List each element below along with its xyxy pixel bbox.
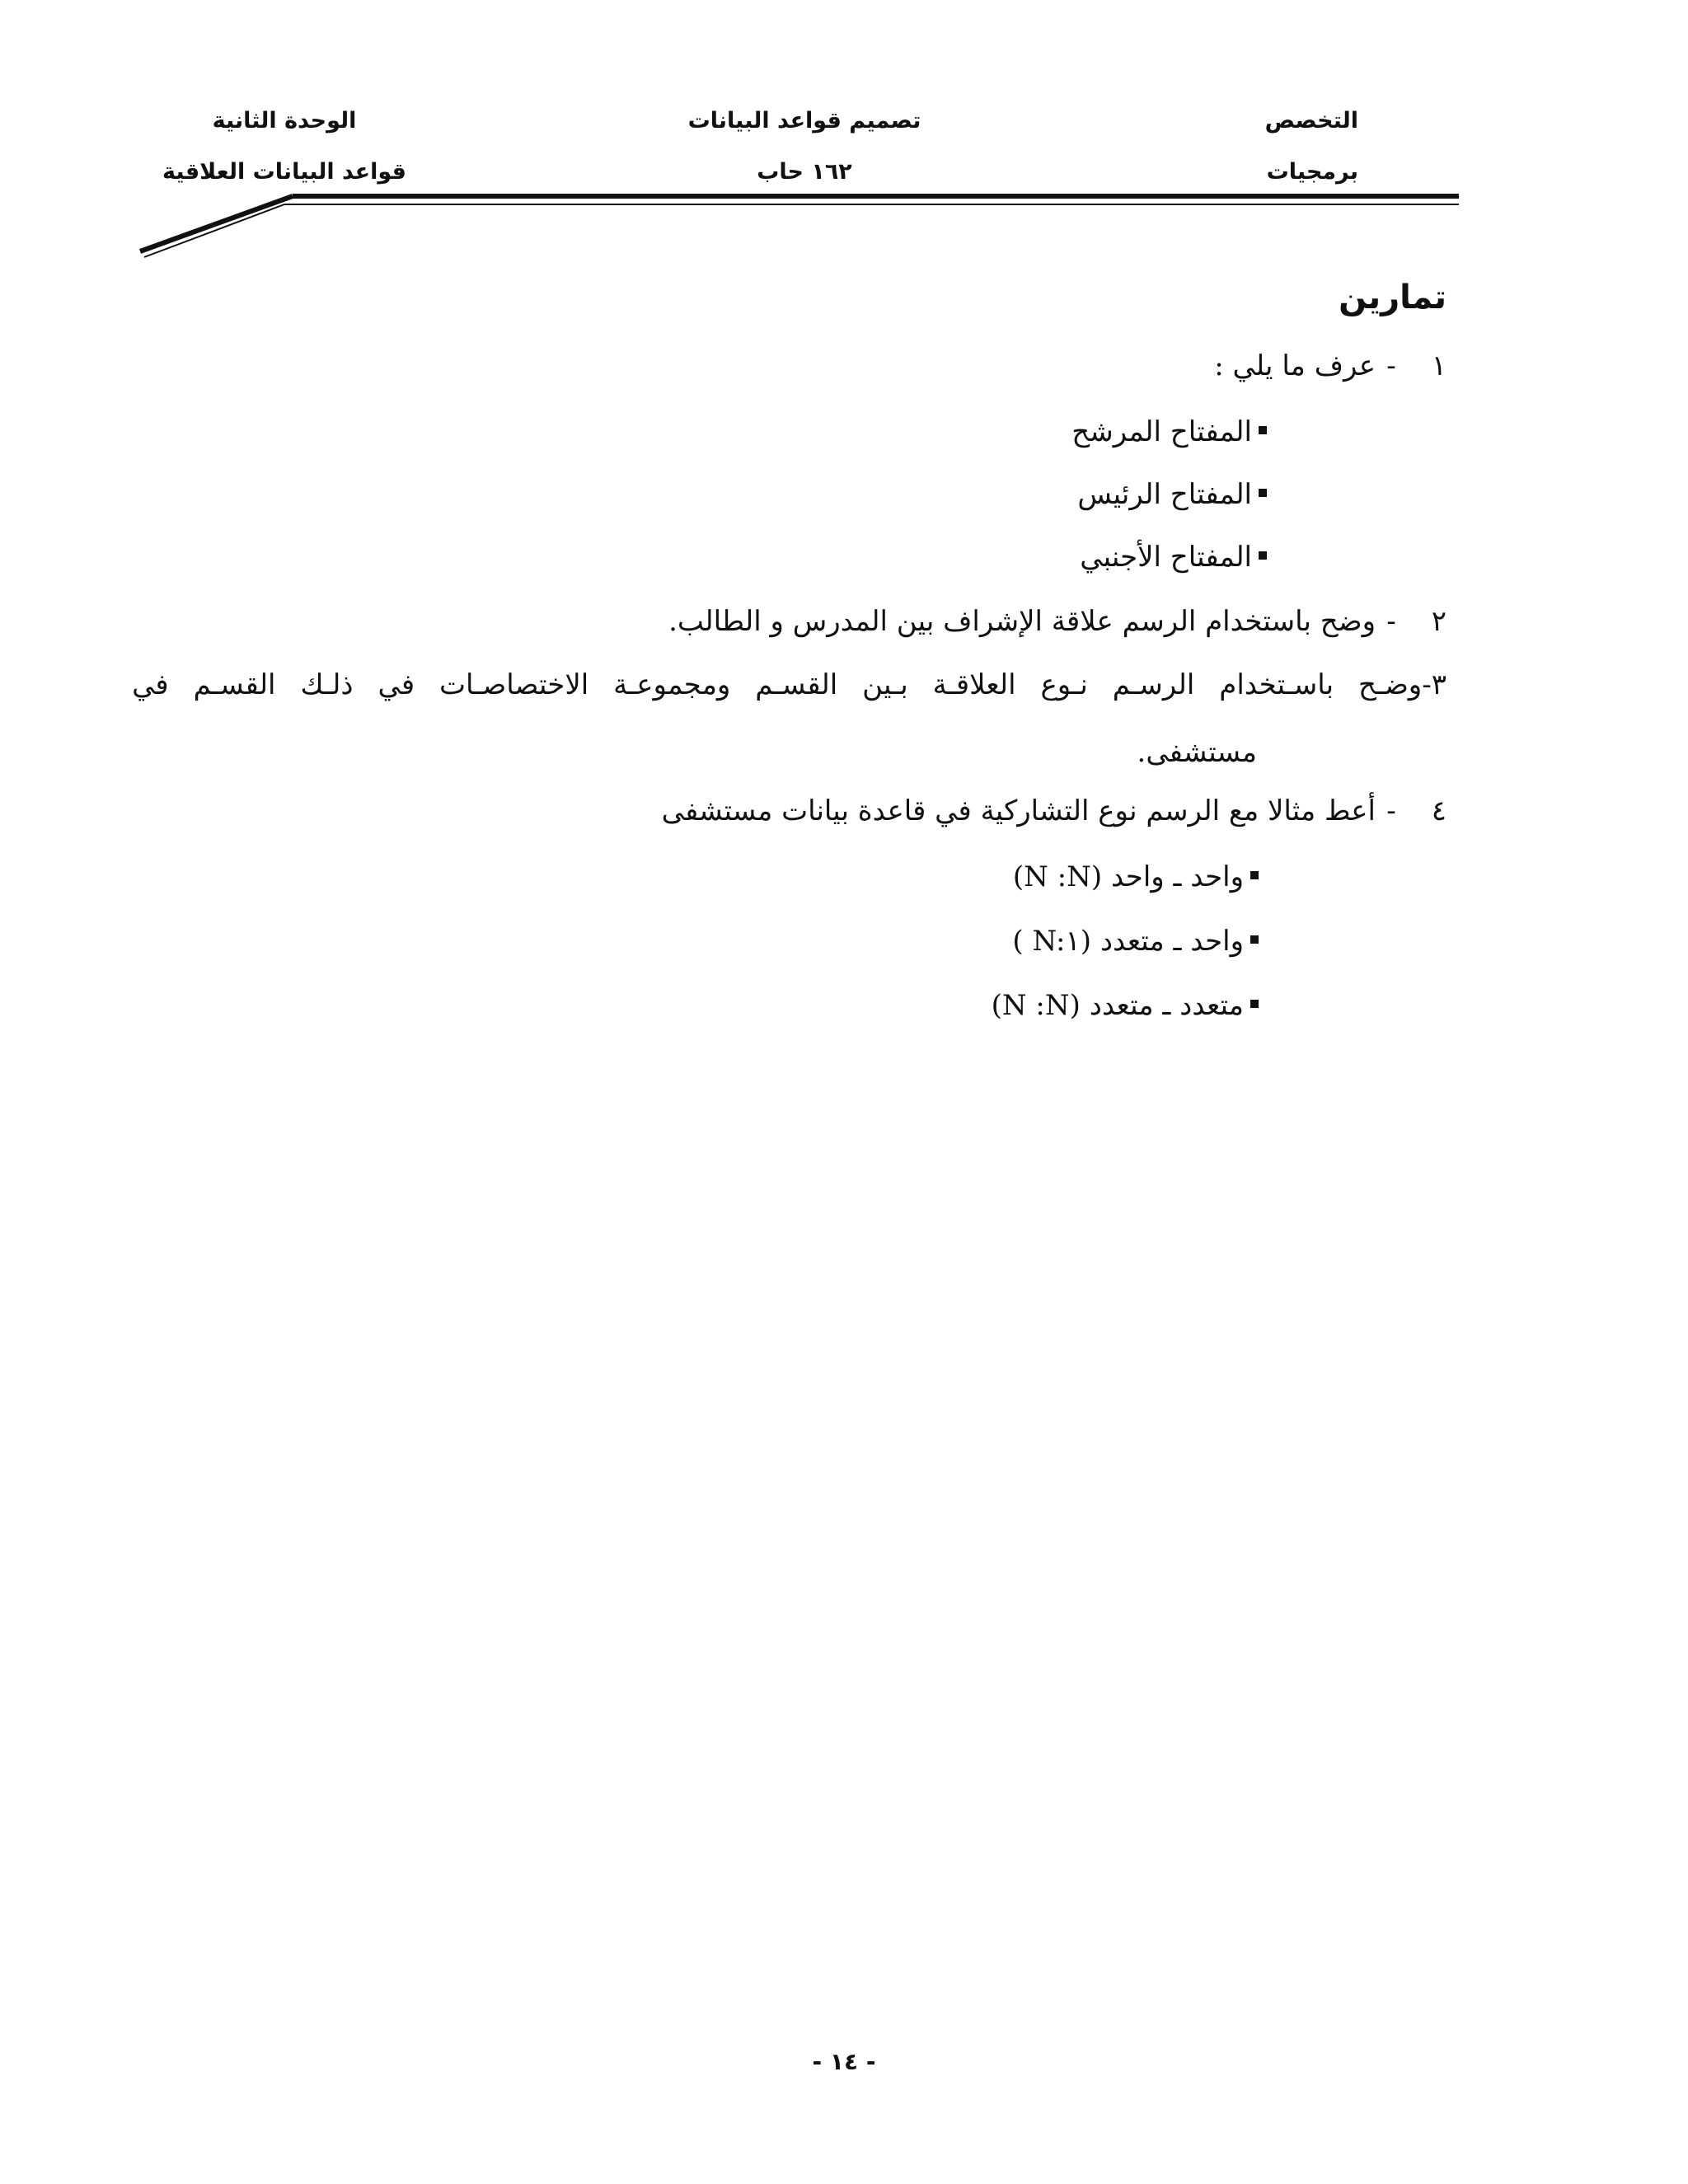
- word: العلاقـة: [932, 668, 1016, 701]
- word: القسـم: [193, 668, 276, 701]
- specialty-value: برمجيات: [1266, 159, 1358, 185]
- word: بـين: [862, 668, 908, 701]
- bullet-text: واحد ـ واحد: [1110, 860, 1244, 893]
- question-text: عرف ما يلي :: [1214, 349, 1376, 382]
- question-text: أعط مثالا مع الرسم نوع التشاركية في قاعدة بيانات مستشفى: [661, 794, 1376, 827]
- word: في: [377, 668, 415, 701]
- specialty-label: التخصص: [1264, 108, 1358, 134]
- bullet-item: [1013, 859, 1259, 895]
- unit-label: الوحدة الثانية: [212, 108, 357, 134]
- course-title: تصميم قواعد البيانات: [687, 108, 921, 134]
- word: في: [132, 668, 169, 701]
- page-number: - ١٤ -: [812, 2048, 876, 2075]
- question-4: [662, 793, 1447, 829]
- question-dash: -: [1386, 605, 1396, 638]
- square-bullet-icon: [1250, 935, 1259, 944]
- word: ذلـك: [300, 668, 354, 701]
- bullet-item: [1080, 539, 1267, 575]
- bullet-text: المفتاح المرشح: [1071, 415, 1252, 448]
- bullet-item: [992, 987, 1259, 1024]
- bullet-item: [1012, 923, 1259, 959]
- question-dash: -: [1422, 668, 1432, 701]
- question-number: ٤: [1431, 794, 1447, 827]
- bullet-text: المفتاح الأجنبي: [1080, 541, 1252, 574]
- square-bullet-icon: [1250, 871, 1259, 879]
- course-code: ١٦٢ حاب: [757, 159, 852, 185]
- question-number: ٢: [1431, 605, 1447, 638]
- bullet-item: [1077, 476, 1267, 513]
- question-number: ١: [1431, 349, 1447, 382]
- cardinality-ratio: (N :N): [991, 989, 1081, 1022]
- question-dash: -: [1386, 794, 1396, 827]
- square-bullet-icon: [1250, 1000, 1259, 1008]
- word: باسـتخدام: [1219, 668, 1334, 701]
- bullet-text: المفتاح الرئيس: [1077, 478, 1252, 511]
- square-bullet-icon: [1259, 489, 1267, 497]
- cardinality-ratio: ( N:١): [1012, 925, 1092, 958]
- question-number: ٣: [1431, 668, 1447, 701]
- section-title: تمارين: [1339, 279, 1447, 316]
- question-3-line-2: مستشفى.: [1137, 736, 1257, 769]
- header-rule-slant-thick: [140, 196, 293, 251]
- square-bullet-icon: [1259, 551, 1267, 560]
- word: نـوع: [1040, 668, 1088, 701]
- unit-title: قواعد البيانات العلاقية: [162, 159, 406, 185]
- header-rule-slant-thin: [144, 204, 284, 257]
- word: الرسـم: [1112, 668, 1195, 701]
- question-3: [132, 651, 1447, 786]
- word: الاختصاصـات: [439, 668, 589, 701]
- question-3-line-1: [132, 651, 1447, 719]
- word: وضـح: [1358, 668, 1423, 701]
- question-dash: -: [1386, 349, 1396, 382]
- square-bullet-icon: [1259, 426, 1267, 434]
- question-number-prefix: [1358, 651, 1447, 719]
- bullet-text: واحد ـ متعدد: [1100, 925, 1244, 958]
- header-rule: [0, 0, 1688, 272]
- question-text: وضح باستخدام الرسم علاقة الإشراف بين المدرس و الطالب.: [668, 605, 1376, 638]
- question-1: [1214, 348, 1447, 384]
- bullet-item: [1071, 414, 1267, 450]
- bullet-text: متعدد ـ متعدد: [1089, 989, 1244, 1022]
- question-2: [668, 603, 1447, 640]
- word: ومجموعـة: [613, 668, 731, 701]
- word: القسـم: [755, 668, 838, 701]
- cardinality-ratio: (N :N): [1012, 860, 1103, 893]
